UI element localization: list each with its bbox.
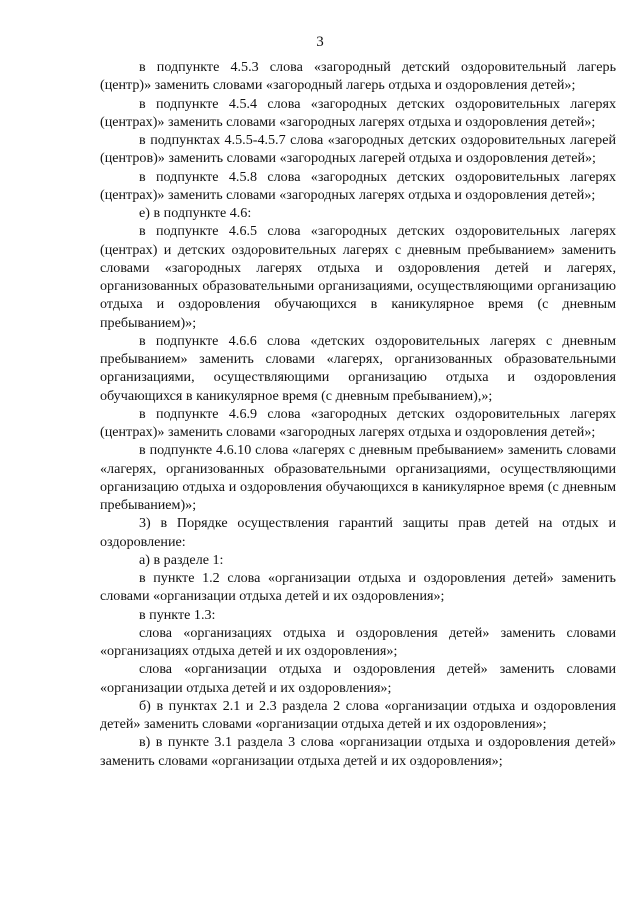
paragraph-1-3-words-2: слова «организации отдыха и оздоровления детей» заменить словами «организации отдыха детей и их оздоровления»;: [100, 661, 616, 696]
paragraph-4-5-3: в подпункте 4.5.3 слова «загородный детский оздоровительный лагерь (центр)» заменить словами «загородный лагерь отдыха и оздоровления детей»;: [100, 59, 616, 94]
paragraph-4-5-8: в подпункте 4.5.8 слова «загородных детских оздоровительных лагерях (центрах)» заменить словами «загородных лагерях отдыха и оздоровления детей»;: [100, 168, 616, 203]
document-body: [100, 58, 616, 770]
page-number: 3: [316, 34, 324, 50]
paragraph-4-6-5: в подпункте 4.6.5 слова «загородных детских оздоровительных лагерях (центрах) и детских оздоровительных лагерях с дневным пребыванием» заменить словами «загородных лагерях отдыха и оздоровления детей и лагерях, организованных образовательными организациями, осуществляющими организацию отдыха и оздоровления обучающихся в каникулярное время (с дневным пребыванием)»;: [100, 223, 616, 331]
paragraph-b-section-2: б) в пунктах 2.1 и 2.3 раздела 2 слова «организации отдыха и оздоровления детей» заменить словами «организации отдыха детей и их оздоровления»;: [100, 697, 616, 732]
paragraph-4-6-10: в подпункте 4.6.10 слова «лагерях с дневным пребыванием» заменить словами «лагерях, организованных образовательными организациями, осуществляющими организацию отдыха и оздоровления обучающихся в каникулярное время (с дневным пребыванием)»;: [100, 442, 616, 513]
paragraph-4-5-5-4-5-7: в подпунктах 4.5.5-4.5.7 слова «загородных детских оздоровительных лагерей (центров)» заменить словами «загородных лагерей отдыха и оздоровления детей»;: [100, 132, 616, 167]
paragraph-4-6-9: в подпункте 4.6.9 слова «загородных детских оздоровительных лагерях (центрах)» заменить словами «загородных лагерях отдыха и оздоровления детей»;: [100, 405, 616, 440]
paragraph-4-6-6: в подпункте 4.6.6 слова «детских оздоровительных лагерях с дневным пребыванием» заменить словами «лагерях, организованных образовательными организациями, осуществляющими организацию отдыха и оздоровления обучающихся в каникулярное время (с дневным пребыванием),»;: [100, 332, 616, 404]
paragraph-1-2: в пункте 1.2 слова «организации отдыха и оздоровления детей» заменить словами «организации отдыха детей и их оздоровления»;: [100, 570, 616, 605]
paragraph-4-5-4: в подпункте 4.5.4 слова «загородных детских оздоровительных лагерях (центрах)» заменить словами «загородных лагерях отдыха и оздоровления детей»;: [100, 95, 616, 130]
paragraph-a-section-1: а) в разделе 1:: [139, 551, 224, 568]
paragraph-3-guarantees-order: 3) в Порядке осуществления гарантий защиты прав детей на отдых и оздоровление:: [100, 515, 616, 550]
paragraph-e-4-6: е) в подпункте 4.6:: [139, 205, 252, 221]
paragraph-1-3: в пункте 1.3:: [139, 606, 216, 623]
paragraph-v-section-3: в) в пункте 3.1 раздела 3 слова «организации отдыха и оздоровления детей» заменить словами «организации отдыха детей и их оздоровления»;: [100, 734, 616, 769]
paragraph-1-3-words-1: слова «организациях отдыха и оздоровления детей» заменить словами «организациях отдыха детей и их оздоровления»;: [100, 624, 616, 659]
